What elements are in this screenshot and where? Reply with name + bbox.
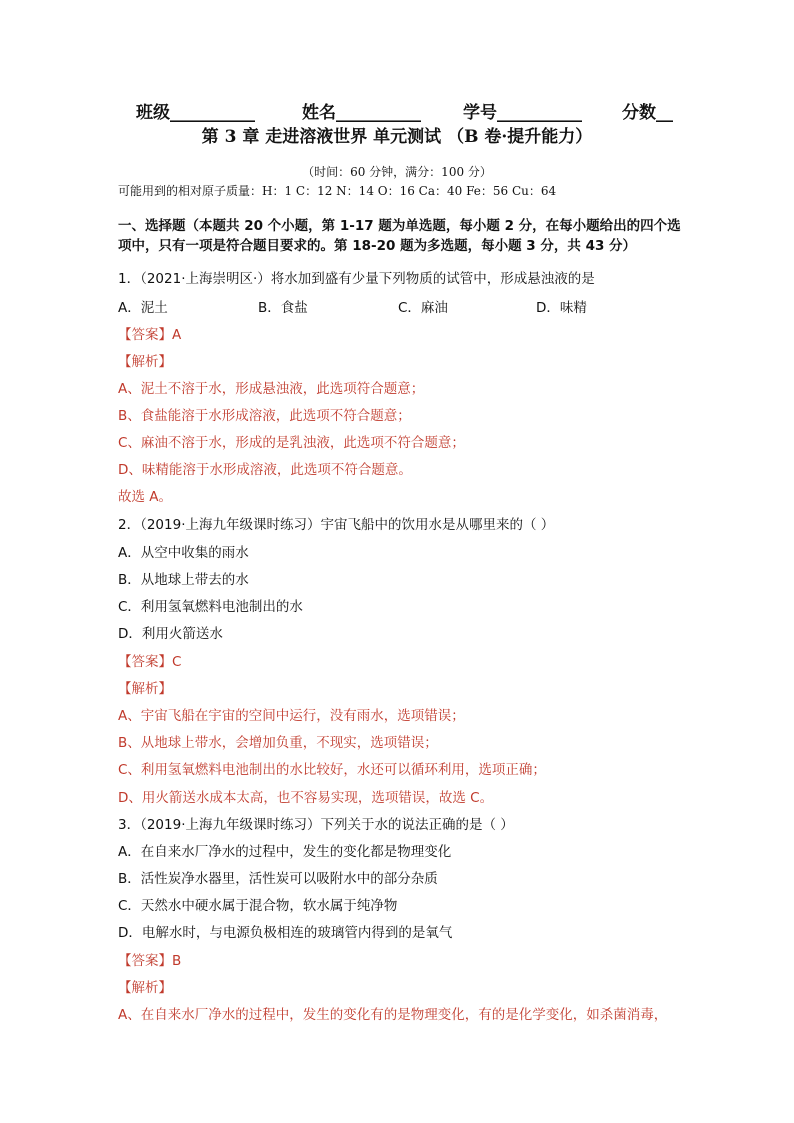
question-3-option-a: A．在自来水厂净水的过程中，发生的变化都是物理变化 [118, 844, 452, 860]
question-1-analysis-a: A、泥土不溶于水，形成悬浊液，此选项符合题意； [118, 381, 425, 397]
question-2-analysis-label: 【解析】 [118, 681, 172, 697]
question-1-analysis-d: D、味精能溶于水形成溶液，此选项不符合题意。 [118, 462, 412, 478]
question-3-option-b: B．活性炭净水器里，活性炭可以吸附水中的部分杂质 [118, 871, 438, 887]
question-2-answer: 【答案】C [118, 654, 182, 670]
question-1-analysis-c: C、麻油不溶于水，形成的是乳浊液，此选项不符合题意； [118, 435, 465, 451]
question-3-analysis-label: 【解析】 [118, 980, 172, 996]
question-3-analysis-a: A、在自来水厂净水的过程中，发生的变化有的是物理变化，有的是化学变化，如杀菌消毒， [118, 1007, 668, 1023]
question-3-stem: 3．（2019·上海九年级课时练习）下列关于水的说法正确的是（ ） [118, 817, 514, 833]
question-2-stem: 2．（2019·上海九年级课时练习）宇宙飞船中的饮用水是从哪里来的（ ） [118, 517, 555, 533]
question-2-analysis-b: B、从地球上带水，会增加负重，不现实，选项错误； [118, 735, 438, 751]
question-1-analysis-b: B、食盐能溶于水形成溶液，此选项不符合题意； [118, 408, 411, 424]
question-2-option-d: D．利用火箭送水 [118, 626, 223, 642]
question-1-answer: 【答案】A [118, 327, 182, 343]
question-1-option-b: B．食盐 [258, 300, 308, 316]
question-3-option-c: C．天然水中硬水属于混合物，软水属于纯净物 [118, 898, 398, 914]
question-2-option-b: B．从地球上带去的水 [118, 572, 249, 588]
question-2-option-a: A．从空中收集的雨水 [118, 545, 249, 561]
question-1-stem: 1．（2021·上海崇明区·）将水加到盛有少量下列物质的试管中，形成悬浊液的是 [118, 271, 595, 287]
question-2-analysis-d: D、用火箭送水成本太高，也不容易实现，选项错误，故选 C。 [118, 790, 494, 806]
section-heading-line-1: 一、选择题（本题共 20 个小题，第 1-17 题为单选题，每小题 2 分，在每小题给出的四个选 [118, 218, 681, 234]
section-heading-line-2: 项中，只有一项是符合题目要求的。第 18-20 题为多选题，每小题 3 分，共 43 分） [118, 238, 637, 254]
question-2-analysis-a: A、宇宙飞船在宇宙的空间中运行，没有雨水，选项错误； [118, 708, 465, 724]
class-field: 班级__________ [136, 103, 255, 123]
question-1-option-c: C．麻油 [398, 300, 448, 316]
question-1-option-d: D．味精 [536, 300, 587, 316]
time-info: （时间：60 分钟，满分：100 分） [302, 165, 492, 179]
question-1-conclusion: 故选 A。 [118, 489, 173, 505]
question-1-option-a: A．泥土 [118, 300, 168, 316]
question-3-answer: 【答案】B [118, 953, 182, 969]
name-field: 姓名__________ [302, 103, 421, 123]
score-field: 分数__ [622, 103, 673, 123]
page-title: 第 3 章 走进溶液世界 单元测试 （B 卷·提升能力） [201, 127, 593, 147]
atomic-masses: 可能用到的相对原子质量：H：1 C：12 N：14 O：16 Ca：40 Fe：56 Cu：64 [118, 184, 557, 198]
question-2-option-c: C．利用氢氧燃料电池制出的水 [118, 599, 303, 615]
question-2-analysis-c: C、利用氢氧燃料电池制出的水比较好，水还可以循环利用，选项正确； [118, 762, 546, 778]
question-3-option-d: D．电解水时，与电源负极相连的玻璃管内得到的是氧气 [118, 925, 453, 941]
student-id-field: 学号__________ [463, 103, 582, 123]
question-1-analysis-label: 【解析】 [118, 354, 172, 370]
